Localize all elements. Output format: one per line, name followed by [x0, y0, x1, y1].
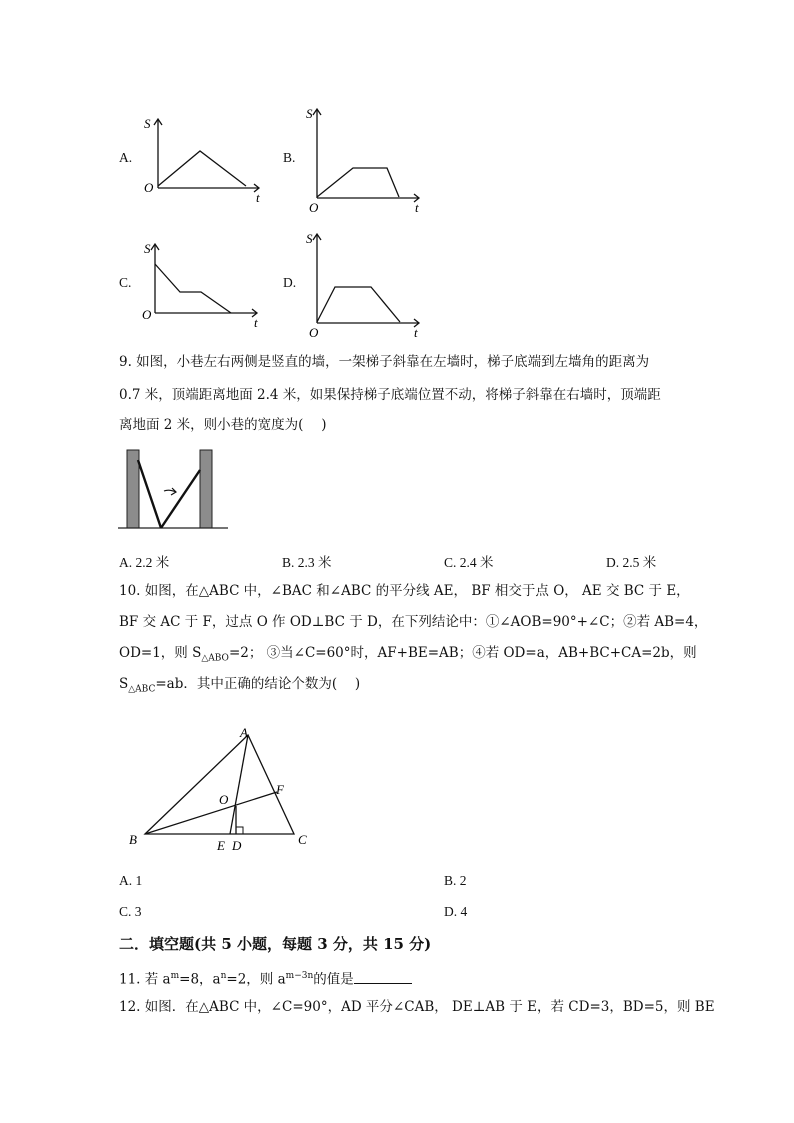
graph-a	[138, 112, 268, 207]
q11-line	[119, 966, 412, 990]
q10-area-abo-subscript: △ABO	[201, 653, 229, 664]
graph-b-t-label: t	[415, 200, 419, 215]
q11-mid-2: =2，则 a	[226, 971, 286, 988]
graph-d-origin-label: O	[309, 325, 319, 340]
q10-triangle-figure	[122, 720, 322, 855]
q10-line-3	[119, 643, 697, 669]
q9-alley-figure	[118, 445, 230, 535]
q10-line-4-start: S	[119, 676, 129, 692]
q11-suffix: 的值是	[313, 971, 354, 988]
q10-vertex-a: A	[240, 725, 248, 740]
q10-option-d: D. 4	[444, 904, 468, 919]
q9-line-1: 9. 如图，小巷左右两侧是竖直的墙，一架梯子斜靠在左墙时，梯子底端到左墙角的距离为	[119, 354, 650, 370]
q9-option-d: D. 2.5 米	[606, 555, 657, 570]
graph-a-t-label: t	[256, 190, 260, 205]
q10-point-f: F	[276, 782, 284, 797]
q9-option-c: C. 2.4 米	[444, 555, 494, 570]
q10-line-4-end: =ab．其中正确的结论个数为( )	[155, 676, 361, 692]
graph-c-s-label: S	[144, 241, 151, 256]
q12-line-1: 12. 如图．在△ABC 中，∠C=90°，AD 平分∠CAB， DE⊥AB 于 E，若 CD=3，BD=5，则 BE	[119, 999, 715, 1015]
q10-vertex-b: B	[129, 832, 137, 847]
q10-line-3-start: OD=1，则 S	[119, 645, 202, 661]
q11-mid-1: =8，a	[179, 971, 221, 988]
q11-exponent-m: m	[170, 971, 180, 981]
q10-option-a: A. 1	[119, 873, 143, 888]
q11-exponent-m-3n: m−3n	[285, 971, 314, 981]
q10-option-b: B. 2	[444, 873, 467, 888]
graph-b-s-label: S	[306, 106, 313, 121]
q9-line-2: 0.7 米，顶端距离地面 2.4 米，如果保持梯子底端位置不动，将梯子斜靠在右墙时，顶端距	[119, 387, 661, 403]
q9-line-3: 离地面 2 米，则小巷的宽度为( )	[119, 417, 327, 433]
q10-option-c: C. 3	[119, 904, 142, 919]
q10-point-e: E	[217, 838, 225, 853]
graph-d-t-label: t	[414, 325, 418, 340]
q10-line-3-end: =2； ③当∠C=60°时，AF+BE=AB；④若 OD=a，AB+BC+CA=2b，则	[228, 645, 697, 661]
graph-d	[300, 227, 430, 342]
graph-a-origin-label: O	[144, 180, 154, 195]
graph-c-origin-label: O	[142, 307, 152, 322]
q11-answer-blank[interactable]	[354, 971, 412, 984]
q10-area-abc-subscript: △ABC	[128, 684, 156, 695]
q9-option-b: B. 2.3 米	[282, 555, 332, 570]
graph-d-s-label: S	[306, 231, 313, 246]
graph-a-s-label: S	[144, 116, 151, 131]
section-2-title: 二．填空题(共 5 小题，每题 3 分，共 15 分)	[119, 935, 432, 953]
q10-point-d: D	[232, 838, 242, 853]
option-c-label: C.	[119, 275, 132, 290]
q10-line-2: BF 交 AC 于 F，过点 O 作 OD⊥BC 于 D，在下列结论中：①∠AOB=90°+∠C；②若 AB=4，	[119, 614, 708, 630]
q10-vertex-c: C	[298, 832, 307, 847]
graph-b-origin-label: O	[309, 200, 319, 215]
q11-exponent-n: n	[220, 971, 227, 981]
q9-option-a: A. 2.2 米	[119, 555, 170, 570]
option-d-label: D.	[283, 275, 297, 290]
q10-line-1: 10. 如图，在△ABC 中，∠BAC 和∠ABC 的平分线 AE， BF 相交于点 O， AE 交 BC 于 E，	[119, 583, 690, 599]
option-b-label: B.	[283, 150, 296, 165]
graph-b	[300, 102, 430, 217]
graph-c-t-label: t	[254, 315, 258, 330]
q11-prefix: 11. 若 a	[119, 971, 171, 988]
option-a-label: A.	[119, 150, 133, 165]
q10-point-o: O	[219, 792, 229, 807]
q10-line-4	[119, 674, 360, 700]
graph-c	[138, 237, 268, 332]
